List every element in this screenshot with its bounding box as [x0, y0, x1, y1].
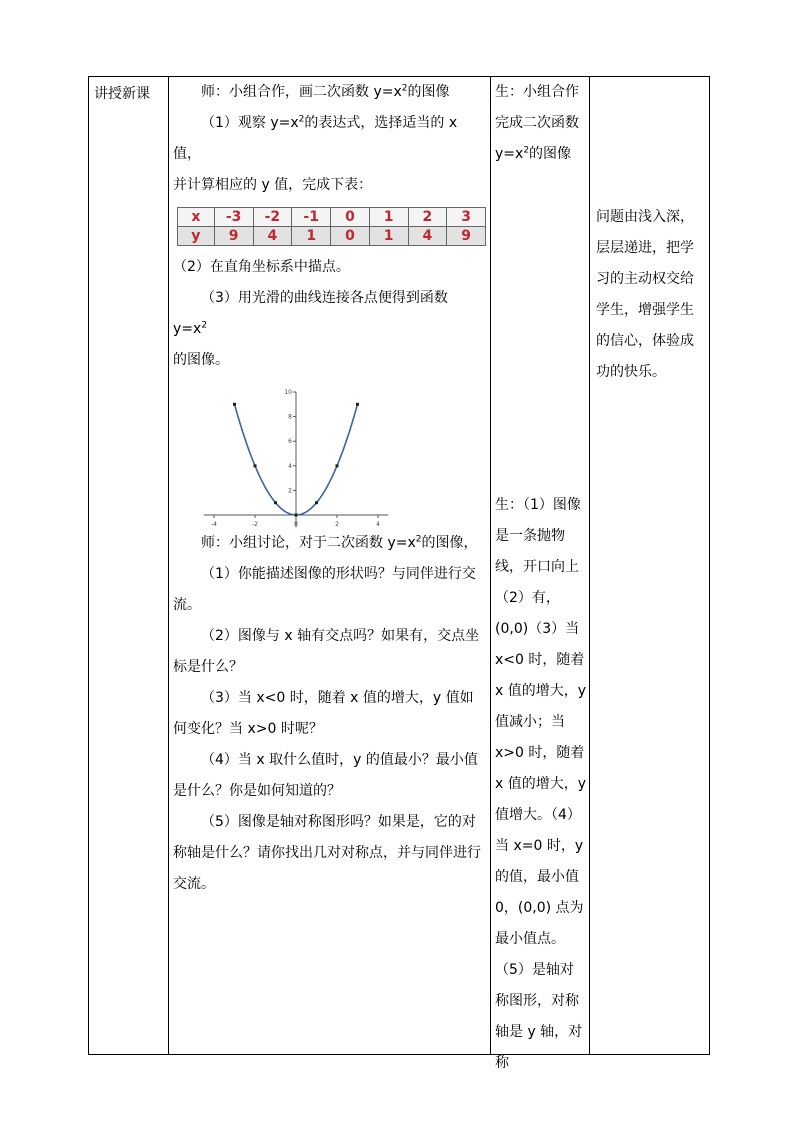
teacher-intro: 师：小组合作，画二次函数 $y=x^2$的图像 — [201, 83, 450, 100]
x-value: -1 — [292, 208, 331, 227]
y-tick-label: 10 — [284, 389, 292, 396]
data-point — [254, 464, 257, 467]
data-point — [233, 403, 236, 406]
x-tick-label: -2 — [252, 521, 258, 528]
data-point — [336, 464, 339, 467]
x-value: 3 — [447, 208, 486, 227]
lesson-plan-table — [88, 76, 710, 1071]
step-2: （2）在直角坐标系中描点。 — [173, 259, 350, 275]
value-table — [177, 207, 486, 246]
stage-cell — [89, 77, 169, 1055]
teacher-activity-cell — [169, 77, 491, 1055]
y-header: y — [178, 227, 215, 246]
question-2: （2）图像与 x 轴有交点吗？如果有，交点坐标是什么？ — [173, 628, 480, 675]
y-value: 1 — [369, 227, 408, 246]
x-value: -2 — [253, 208, 292, 227]
y-value: 9 — [214, 227, 253, 246]
parabola-graph — [203, 384, 403, 528]
x-header: x — [178, 208, 215, 227]
x-value: 0 — [331, 208, 370, 227]
question-1: （1）你能描述图像的形状吗？与同伴进行交流。 — [173, 566, 476, 613]
question-5: （5）图像是轴对称图形吗？如果是，它的对称轴是什么？请你找出几对对称点，并与同伴进行交流。 — [173, 814, 481, 892]
x-value: -3 — [214, 208, 253, 227]
y-value: 9 — [447, 227, 486, 246]
y-value: 4 — [408, 227, 447, 246]
stage-label: 讲授新课 — [94, 86, 150, 102]
design-intent-cell — [590, 77, 710, 1055]
student-activity-cell — [491, 77, 590, 1071]
x-tick-label: -4 — [211, 521, 217, 528]
value-table-y-row — [178, 227, 486, 246]
x-value: 1 — [369, 208, 408, 227]
teacher-discussion: 师：小组讨论，对于二次函数 $y=x^2$的图像， — [201, 534, 478, 551]
question-3: （3）当 x<0 时，随着 x 值的增大，y 值如何变化？当 x>0 时呢？ — [173, 690, 474, 737]
y-tick-label: 4 — [288, 462, 292, 470]
value-table-x-row — [178, 208, 486, 227]
y-tick-label: 6 — [288, 438, 292, 446]
design-intent: 问题由浅入深，层层递进，把学习的主动权交给学生，增强学生的信心，体验成功的快乐。 — [596, 209, 694, 380]
x-value: 2 — [408, 208, 447, 227]
x-tick-label: 2 — [335, 521, 339, 528]
data-point — [274, 501, 277, 504]
step-1: （1）观察 $y=x^2$的表达式，选择适当的 x 值， — [173, 114, 458, 162]
y-tick-label: 8 — [288, 413, 292, 421]
y-tick-label: 2 — [288, 487, 292, 495]
question-4: （4）当 x 取什么值时，y 的值最小？最小值是什么？你是如何知道的？ — [173, 752, 478, 799]
y-value: 4 — [253, 227, 292, 246]
x-tick-label: 0 — [294, 521, 298, 528]
student-top: 生：小组合作完成二次函数 $y=x^2$的图像 — [495, 84, 579, 162]
y-value: 1 — [292, 227, 331, 246]
step-3: （3）用光滑的曲线连接各点便得到函数 $y=x^2$ — [173, 290, 448, 337]
data-point — [295, 514, 298, 517]
step-1-cont: 并计算相应的 y 值，完成下表： — [173, 177, 373, 193]
data-point — [315, 501, 318, 504]
y-value: 0 — [331, 227, 370, 246]
x-tick-label: 4 — [376, 521, 380, 528]
data-point — [356, 403, 359, 406]
student-answers: 生：（1）图像是一条抛物线，开口向上（2）有，(0,0)（3）当 x<0 时，随着 x 值的增大，y 值减小；当 x>0 时，随着 x 值的增大，y 值增大。（4）当 x=0 时，y 的值，最小值 0，(0,0) 点为最小值点。（5）是轴对称图形，对称轴是 y 轴，对称 — [495, 497, 587, 1071]
step-3-cont: 的图像。 — [173, 352, 229, 368]
